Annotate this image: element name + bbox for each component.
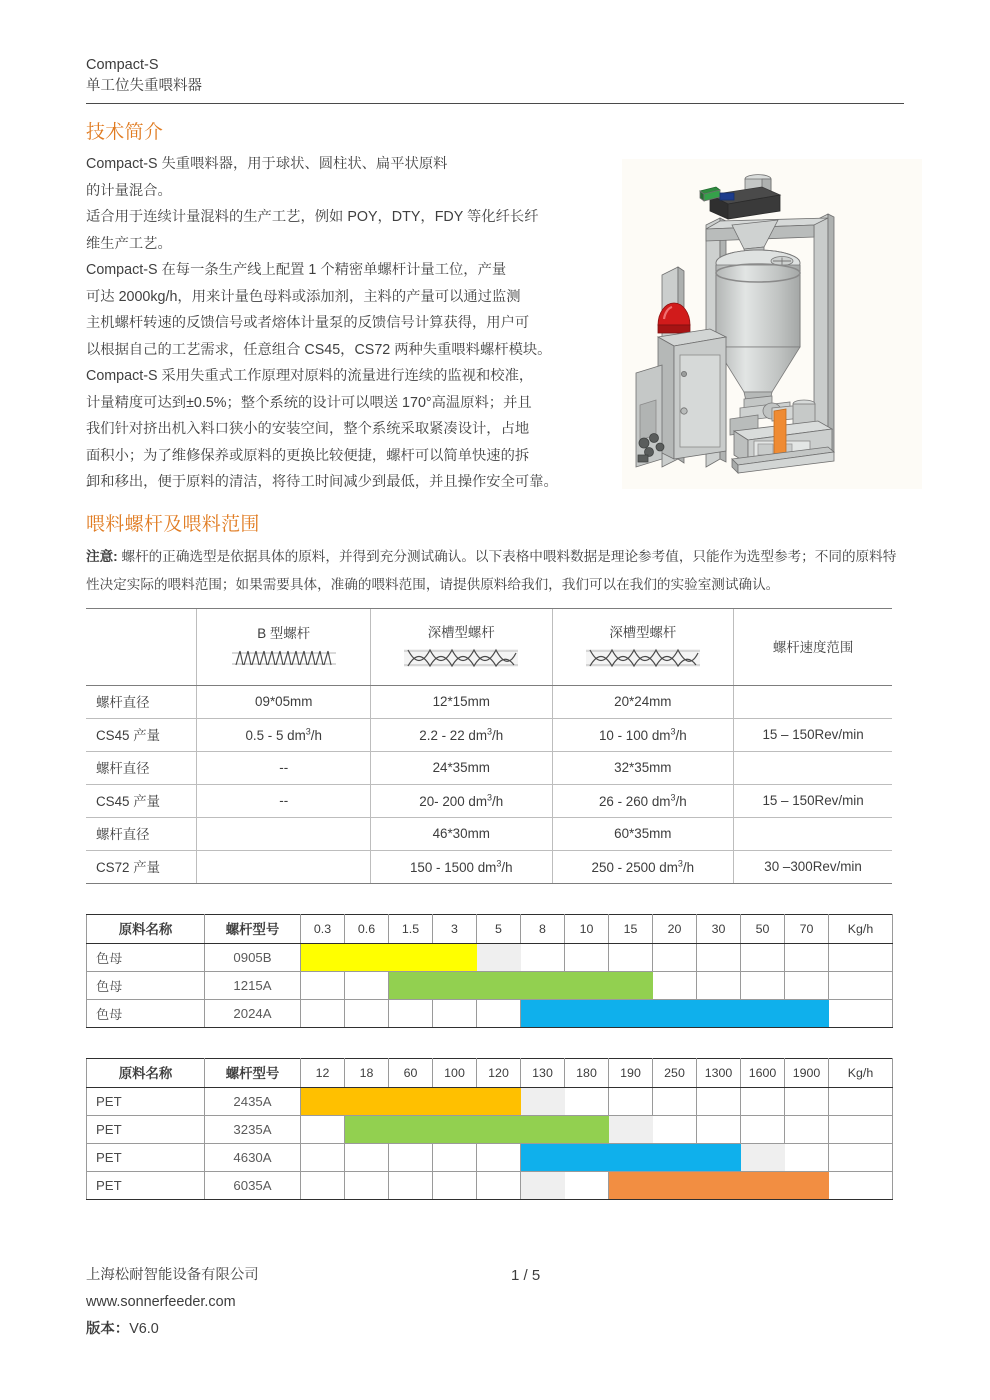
note-line: 确认。	[738, 576, 780, 592]
range-bar-segment	[477, 1087, 521, 1115]
range-bar-segment	[389, 943, 433, 971]
spec-cell: --	[197, 751, 371, 784]
range-bar-segment	[433, 943, 477, 971]
range-empty-cell	[301, 1115, 345, 1143]
spec-header-speed-range: 螺杆速度范围	[734, 608, 892, 685]
range-empty-cell	[433, 999, 477, 1027]
spec-cell-value: 2.2 - 22 $dm^3/h$	[419, 726, 504, 743]
range-empty-cell	[389, 999, 433, 1027]
range-empty-cell	[697, 1087, 741, 1115]
range-empty-cell	[741, 1115, 785, 1143]
range-bar-segment	[433, 1087, 477, 1115]
intro-line: 主机螺杆转速的反馈信号或者熔体计量泵的反馈信号计算获得，用户可	[86, 315, 530, 331]
spec-cell: --	[197, 784, 371, 817]
range-screw-model: 2435A	[205, 1087, 301, 1115]
range-empty-cell	[741, 1087, 785, 1115]
range-bar-segment	[301, 943, 345, 971]
spec-cell	[734, 751, 892, 784]
spec-header-label: 深槽型螺杆	[427, 625, 495, 640]
spec-cell: 12*15mm	[370, 685, 552, 718]
intro-paragraphs	[86, 151, 591, 496]
range-unit-cell	[829, 943, 893, 971]
range-bar-segment	[697, 1171, 741, 1199]
spec-header-deep-groove-2	[552, 608, 734, 685]
range-empty-cell	[785, 943, 829, 971]
section-title-technical-intro: 技术简介	[86, 122, 164, 143]
spec-row-label: 螺杆直径	[86, 817, 197, 850]
table-row	[87, 1087, 893, 1115]
range-axis-tick: 0.6	[345, 914, 389, 943]
spec-header-b-type	[197, 608, 371, 685]
range-axis-tick: 60	[389, 1058, 433, 1087]
range-axis-tick: 0.3	[301, 914, 345, 943]
spec-cell	[552, 850, 734, 883]
range-empty-cell	[301, 1171, 345, 1199]
range-bar-segment	[785, 1171, 829, 1199]
spec-cell: 15 – 150Rev/min	[734, 784, 892, 817]
spec-cell: 09*05mm	[197, 685, 371, 718]
header-divider	[86, 103, 904, 104]
range-screw-model: 6035A	[205, 1171, 301, 1199]
range-header-material-name: 原料名称	[87, 914, 205, 943]
range-empty-cell	[565, 1171, 609, 1199]
footer-version	[86, 1316, 904, 1343]
feeding-range-chart-masterbatch	[86, 914, 893, 1028]
range-empty-cell	[345, 1171, 389, 1199]
table-row	[86, 751, 892, 784]
range-empty-cell	[565, 1087, 609, 1115]
range-empty-cell	[345, 1143, 389, 1171]
table-row	[87, 971, 893, 999]
footer-company: 上海松耐智能设备有限公司	[86, 1267, 259, 1283]
intro-line: 以根据自己的工艺需求，任意组合 CS45，CS72 两种失重喂料螺杆模块。	[86, 341, 552, 358]
spec-cell	[734, 685, 892, 718]
range-header-screw-model: 螺杆型号	[205, 1058, 301, 1087]
spec-cell-value: 26 - 260 $dm^3/h$	[598, 792, 687, 809]
footer-website[interactable]: www.sonnerfeeder.com	[86, 1294, 236, 1310]
range-bar-segment	[521, 971, 565, 999]
range-bar-segment	[565, 1115, 609, 1143]
range-bar-segment	[565, 1143, 609, 1171]
range-bar-segment	[389, 1115, 433, 1143]
range-axis-tick: 100	[433, 1058, 477, 1087]
spec-row-label: CS72 产量	[86, 850, 197, 883]
intro-line: 可达 2000kg/h，用来计量色母料或添加剂，主料的产量可以通过监测	[86, 288, 521, 305]
spec-cell: 15 – 150Rev/min	[734, 718, 892, 751]
range-axis-tick: 3	[433, 914, 477, 943]
range-bar-segment	[609, 1143, 653, 1171]
intro-line: 面积小；为了维修保养或原料的更换比较便捷，螺杆可以简单快速的拆	[86, 447, 530, 464]
range-empty-cell	[521, 943, 565, 971]
range-empty-cell	[301, 1143, 345, 1171]
page-content	[86, 0, 904, 1200]
range-unit-cell	[829, 971, 893, 999]
range-axis-tick: 1600	[741, 1058, 785, 1087]
spec-cell: 32*35mm	[552, 751, 734, 784]
range-axis-tick: 190	[609, 1058, 653, 1087]
screw-spec-table	[86, 608, 892, 884]
range-bar-segment	[345, 943, 389, 971]
range-empty-cell	[477, 1171, 521, 1199]
range-bar-segment	[697, 1143, 741, 1171]
range-empty-cell	[785, 1087, 829, 1115]
intro-line: 维生产工艺。	[86, 235, 172, 252]
intro-section	[86, 151, 904, 496]
range-empty-cell	[653, 1087, 697, 1115]
spec-cell	[197, 850, 371, 883]
spec-header-label: 深槽型螺杆	[609, 625, 677, 640]
header-subtitle: 单工位失重喂料器	[86, 78, 202, 94]
b-type-screw-icon	[228, 646, 340, 670]
range-bar-segment	[565, 999, 609, 1027]
range-bar-segment	[301, 1087, 345, 1115]
range-bar-segment	[653, 1143, 697, 1171]
range-bar-segment	[521, 1143, 565, 1171]
intro-line: 计量精度可达到±0.5%；整个系统的设计可以喂送 170°高温原料；并且	[86, 394, 532, 411]
range-bar-shadow	[521, 1171, 565, 1199]
range-screw-model: 0905B	[205, 943, 301, 971]
spec-cell-value: 10 - 100 $dm^3/h$	[598, 726, 687, 743]
range-axis-tick: 180	[565, 1058, 609, 1087]
range-axis-tick: 120	[477, 1058, 521, 1087]
spec-cell-value: 150 - 1500 $dm^3/h$	[409, 858, 513, 875]
intro-line: Compact-S 失重喂料器，用于球状、圆柱状、扁平状原料	[86, 156, 448, 172]
range-empty-cell	[741, 971, 785, 999]
range-bar-shadow	[609, 1115, 653, 1143]
feeder-machine-illustration	[622, 159, 922, 489]
spec-cell: 60*35mm	[552, 817, 734, 850]
range-bar-segment	[785, 999, 829, 1027]
feeding-range-chart-2-wrap	[86, 1058, 904, 1200]
note-block	[86, 543, 904, 599]
range-empty-cell	[653, 1115, 697, 1143]
spec-cell	[197, 817, 371, 850]
table-header-row	[87, 914, 893, 943]
section-title-feeding-screw: 喂料螺杆及喂料范围	[86, 513, 260, 535]
spec-cell	[370, 850, 552, 883]
range-bar-segment	[741, 999, 785, 1027]
intro-line: 卸和移出，便于原料的清洁，将待工时间减少到最低，并且操作安全可靠。	[86, 474, 558, 490]
range-bar-segment	[609, 1171, 653, 1199]
range-axis-tick: 10	[565, 914, 609, 943]
range-axis-tick: 5	[477, 914, 521, 943]
range-empty-cell	[301, 971, 345, 999]
range-material-name: PET	[87, 1171, 205, 1199]
range-axis-tick: 1.5	[389, 914, 433, 943]
header-model: Compact-S	[86, 57, 159, 73]
intro-line: 我们针对挤出机入料口狭小的安装空间，整个系统采取紧凑设计，占地	[86, 421, 530, 437]
table-row	[87, 943, 893, 971]
range-empty-cell	[653, 971, 697, 999]
note-label: 注意:	[86, 548, 118, 564]
range-empty-cell	[653, 943, 697, 971]
range-unit-cell	[829, 1087, 893, 1115]
feeding-range-chart-pet	[86, 1058, 893, 1200]
range-screw-model: 4630A	[205, 1143, 301, 1171]
range-screw-model: 3235A	[205, 1115, 301, 1143]
range-empty-cell	[389, 1143, 433, 1171]
range-axis-tick: 20	[653, 914, 697, 943]
range-empty-cell	[565, 943, 609, 971]
intro-line: Compact-S 采用失重式工作原理对原料的流量进行连续的监视和校准，	[86, 368, 534, 384]
range-bar-segment	[653, 1171, 697, 1199]
range-bar-segment	[521, 1115, 565, 1143]
range-empty-cell	[433, 1143, 477, 1171]
table-row	[86, 817, 892, 850]
range-bar-segment	[697, 999, 741, 1027]
range-bar-segment	[345, 1087, 389, 1115]
spec-cell	[734, 817, 892, 850]
range-bar-segment	[433, 1115, 477, 1143]
range-unit-cell	[829, 1143, 893, 1171]
range-empty-cell	[389, 1171, 433, 1199]
deep-groove-screw-icon	[584, 645, 702, 671]
range-empty-cell	[609, 1087, 653, 1115]
range-empty-cell	[697, 971, 741, 999]
spec-cell-value: 0.5 - 5 $dm^3/h$	[245, 726, 322, 743]
range-empty-cell	[433, 1171, 477, 1199]
range-material-name: PET	[87, 1115, 205, 1143]
table-row	[87, 1115, 893, 1143]
spec-row-label: CS45 产量	[86, 784, 197, 817]
spec-row-label: 螺杆直径	[86, 685, 197, 718]
table-row	[86, 718, 892, 751]
range-bar-shadow	[521, 1087, 565, 1115]
range-bar-shadow	[741, 1143, 785, 1171]
range-empty-cell	[785, 1115, 829, 1143]
range-bar-segment	[521, 999, 565, 1027]
intro-line: Compact-S 在每一条生产线上配置 1 个精密单螺杆计量工位，产量	[86, 262, 507, 278]
spec-row-label: CS45 产量	[86, 718, 197, 751]
page-footer	[86, 1262, 904, 1343]
table-row	[87, 1171, 893, 1199]
intro-line: 适合用于连续计量混料的生产工艺，例如 POY，DTY，FDY 等化纤长纤	[86, 209, 539, 225]
product-photo	[622, 159, 922, 489]
note-line: 不同的原料特性决定实际的喂料范围；如果需要具体，准确的喂料范围，请提供原料给我们，我们可以在我们的实验室测试	[86, 548, 897, 592]
range-unit-label: Kg/h	[829, 914, 893, 943]
range-axis-tick: 12	[301, 1058, 345, 1087]
feeding-range-chart-1-wrap	[86, 914, 904, 1028]
spec-cell: 20*24mm	[552, 685, 734, 718]
range-unit-cell	[829, 1115, 893, 1143]
range-bar-segment	[609, 999, 653, 1027]
range-unit-cell	[829, 1171, 893, 1199]
spec-cell	[552, 784, 734, 817]
range-bar-segment	[565, 971, 609, 999]
range-empty-cell	[697, 943, 741, 971]
range-empty-cell	[345, 999, 389, 1027]
range-bar-segment	[609, 971, 653, 999]
range-unit-label: Kg/h	[829, 1058, 893, 1087]
spec-row-label: 螺杆直径	[86, 751, 197, 784]
range-empty-cell	[697, 1115, 741, 1143]
range-bar-segment	[653, 999, 697, 1027]
footer-version-value: V6.0	[129, 1321, 159, 1337]
range-bar-segment	[477, 1115, 521, 1143]
range-axis-tick: 1300	[697, 1058, 741, 1087]
range-axis-tick: 50	[741, 914, 785, 943]
range-axis-tick: 8	[521, 914, 565, 943]
range-header-material-name: 原料名称	[87, 1058, 205, 1087]
range-material-name: 色母	[87, 971, 205, 999]
spec-header-deep-groove-1	[370, 608, 552, 685]
range-material-name: PET	[87, 1143, 205, 1171]
range-header-screw-model: 螺杆型号	[205, 914, 301, 943]
spec-cell	[370, 718, 552, 751]
spec-cell-value: 20- 200 $dm^3/h$	[419, 792, 504, 809]
page-number: 1 / 5	[511, 1267, 541, 1284]
range-axis-tick: 15	[609, 914, 653, 943]
intro-line: 的计量混合。	[86, 182, 172, 199]
range-empty-cell	[785, 1143, 829, 1171]
spec-cell	[197, 718, 371, 751]
spec-cell	[370, 784, 552, 817]
spec-cell: 46*30mm	[370, 817, 552, 850]
range-bar-segment	[433, 971, 477, 999]
range-bar-shadow	[477, 943, 521, 971]
range-axis-tick: 250	[653, 1058, 697, 1087]
range-bar-segment	[389, 1087, 433, 1115]
range-axis-tick: 130	[521, 1058, 565, 1087]
footer-row-company	[86, 1262, 904, 1289]
range-axis-tick: 70	[785, 914, 829, 943]
deep-groove-screw-icon	[402, 645, 520, 671]
range-axis-tick: 1900	[785, 1058, 829, 1087]
spec-cell: 30 –300Rev/min	[734, 850, 892, 883]
footer-version-label: 版本：	[86, 1321, 130, 1337]
range-axis-tick: 30	[697, 914, 741, 943]
range-empty-cell	[301, 999, 345, 1027]
range-material-name: PET	[87, 1087, 205, 1115]
range-material-name: 色母	[87, 943, 205, 971]
range-bar-segment	[389, 971, 433, 999]
table-row	[87, 1143, 893, 1171]
range-axis-tick: 18	[345, 1058, 389, 1087]
range-empty-cell	[345, 971, 389, 999]
spec-cell	[552, 718, 734, 751]
range-empty-cell	[741, 943, 785, 971]
range-material-name: 色母	[87, 999, 205, 1027]
range-empty-cell	[477, 1143, 521, 1171]
range-screw-model: 2024A	[205, 999, 301, 1027]
table-row	[86, 850, 892, 883]
spec-header-label: B 型螺杆	[257, 626, 311, 641]
document-header	[86, 0, 904, 97]
table-header-row	[86, 608, 892, 685]
range-bar-segment	[741, 1171, 785, 1199]
range-bar-segment	[345, 1115, 389, 1143]
table-row	[86, 685, 892, 718]
spec-cell: 24*35mm	[370, 751, 552, 784]
table-row	[87, 999, 893, 1027]
range-empty-cell	[785, 971, 829, 999]
range-bar-segment	[477, 971, 521, 999]
range-empty-cell	[477, 999, 521, 1027]
table-header-row	[87, 1058, 893, 1087]
spec-cell-value: 250 - 2500 $dm^3/h$	[591, 858, 695, 875]
spec-header-blank	[86, 608, 197, 685]
range-empty-cell	[609, 943, 653, 971]
table-row	[86, 784, 892, 817]
range-screw-model: 1215A	[205, 971, 301, 999]
range-unit-cell	[829, 999, 893, 1027]
note-line: 螺杆的正确选型是依据具体的原料，并得到充分测试确认。以下表格中喂料数据是理论参考值，只能作为选型参考；	[117, 548, 815, 564]
